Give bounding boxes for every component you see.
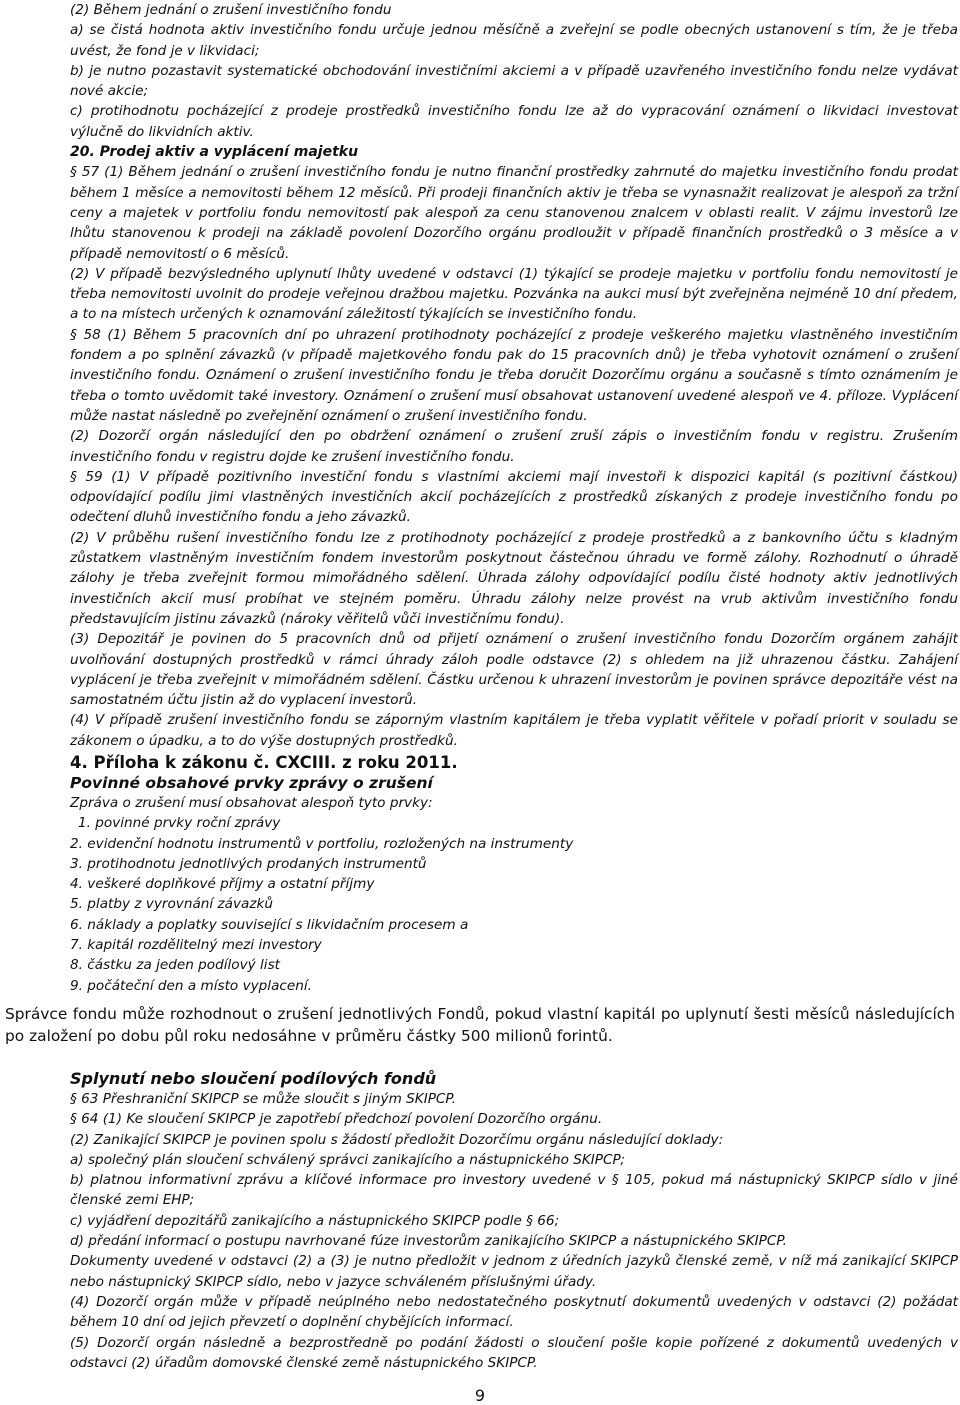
paragraph-57: § 57 (1) Během jednání o zrušení investičního fondu je nutno finanční prostředky zahrnuté do majetku investičního fondu prodat během 1 měsíce a nemovitosti během 12 měsíců. Při prodeji finančních aktiv je třeba se vynasnažit realizovat je alespoň za tržní ceny a majetek v portfoliu fondu nemovitostí pak alespoň za cenu stanovenou znalcem v oblasti realit. V zájmu investorů lze lhůtu stanovenou k prodeji na základě povolení Dozorčího orgánu prodloužit v případě finančních prostředků o 3 měsíce a v případě nemovitostí o 6 měsíců. [70,164,958,262]
list-item: 1. povinné prvky roční zprávy [78,815,281,832]
fund-cancellation-paragraph: Správce fondu může rozhodnout o zrušení jednotlivých Fondů, pokud vlastní kapitál po uplynutí šesti měsíců následujících po založení po dobu půl roku nedosáhne v průměru částky 500 milionů forintů. [5,1005,955,1045]
section-20-heading: 20. Prodej aktiv a vyplácení majetku [70,144,359,161]
merge-item-b: b) platnou informativní zprávu a klíčové informace pro investory uvedené v § 105, pokud má nástupnický SKIPCP sídlo v jiné členské zemi EHP; [70,1172,958,1209]
annex-subheading: Povinné obsahové prvky zprávy o zrušení [70,773,433,792]
list-item: 9. počáteční den a místo vyplacení. [70,977,312,994]
paragraph-64: § 64 (1) Ke sloučení SKIPCP je zapotřebí předchozí povolení Dozorčího orgánu. [70,1111,603,1128]
list-item: 2. evidenční hodnotu instrumentů v portfoliu, rozložených na instrumenty [70,835,574,852]
paragraph-59-4: (4) V případě zrušení investičního fondu se záporným vlastním kapitálem je třeba vyplatit věřitele v pořadí priorit v souladu se zákonem o úpadku, a to do výše dostupných prostředků. [70,712,958,749]
list-item: 8. částku za jeden podílový list [70,957,280,974]
item-a: a) se čistá hodnota aktiv investičního fondu určuje jednou měsíčně a zveřejní se podle obecných ustanovení s tím, že je třeba uvést, že fond je v likvidaci; [70,22,958,59]
list-item: 7. kapitál rozdělitelný mezi investory [70,937,322,954]
item-b: b) je nutno pozastavit systematické obchodování investičními akciemi a v případě uzavřeného investičního fondu nelze vydávat nové akcie; [70,62,958,100]
paragraph-59-3: (3) Depozitář je povinen do 5 pracovních dnů od přijetí oznámení o zrušení investičního fondu Dozorčím orgánem zahájit uvolňování dostupných prostředků v rámci úhrady záloh podle odstavce (2) s ohledem na již uhrazenou částku. Zahájení vyplácení je třeba zveřejnit v mimořádném sdělení. Částku určenou k uhrazení investorům je povinen správce depozitáře vést na samostatném účtu jistin až do vyplacení investorů. [70,631,958,709]
paragraph-4: (4) Dozorčí orgán může v případě neúplného nebo nedostatečného poskytnutí dokumentů uvedených v odstavci (2) požádat během 10 dní od jejich převzetí o doplnění chybějících informací. [70,1293,958,1331]
list-item: 6. náklady a poplatky související s likvidačním procesem a [70,916,469,933]
list-item: 4. veškeré doplňkové příjmy a ostatní příjmy [70,876,375,893]
paragraph-59-2: (2) V průběhu rušení investičního fondu lze z protihodnoty pocházející z prodeje prostředků a z bankovního účtu s kladným zůstatkem vlastněným investičním fondem investorům poskytnout částečnou úhradu ve formě zálohy. Rozhodnutí o úhradě zálohy je třeba zveřejnit formou mimořádného sdělení. Úhrada zálohy odpovídající podílu čisté hodnoty aktiv jednotlivých investičních akcií musí probíhat ve stejném poměru. Úhradu zálohy nelze provést na vrub aktivům investičního fondu představujícím jistinu závazků (nároky věřitelů vůči investičnímu fondu). [70,529,958,627]
paragraph-5: (5) Dozorčí orgán následně a bezprostředně po podání žádosti o sloučení pošle kopie pořízené z dokumentů uvedených v odstavci (2) úřadům domovské členské země nástupnického SKIPCP. [70,1334,958,1371]
paragraph-2-title: (2) Během jednání o zrušení investičního fondu [70,2,392,18]
merge-item-a: a) společný plán sloučení schválený správci zanikajícího a nástupnického SKIPCP; [70,1151,626,1168]
wide-paragraph-block [5,1003,955,1047]
item-c: c) protihodnotu pocházející z prodeje prostředků investičního fondu lze až do vypracování oznámení o likvidaci investovat výlučně do likvidních aktiv. [70,103,958,140]
list-item: 3. protihodnotu jednotlivých prodaných instrumentů [70,855,427,872]
page-number: 9 [474,1386,486,1405]
annex-heading: 4. Příloha k zákonu č. CXCIII. z roku 2011. [70,752,458,772]
list-item: 5. platby z vyrovnání závazků [70,896,273,913]
paragraph-57-2: (2) V případě bezvýsledného uplynutí lhůty uvedené v odstavci (1) týkající se prodeje majetku v portfoliu fondu nemovitostí je třeba nemovitosti uvolnit do prodeje veřejnou dražbou majetku. Pozvánka na aukci musí být zveřejněna nejméně 10 dní předem, a to na místech určených k oznamování záležitostí týkajících se investičního fondu. [70,265,958,323]
merge-item-c: c) vyjádření depozitářů zanikajícího a nástupnického SKIPCP podle § 66; [70,1212,560,1229]
annex-intro: Zpráva o zrušení musí obsahovat alespoň tyto prvky: [70,794,433,811]
lower-text-block [70,1056,958,1373]
paragraph-58-2: (2) Dozorčí orgán následující den po obdržení oznámení o zrušení zruší zápis o investičním fondu v registru. Zrušením investičního fondu v registru dojde ke zrušení investičního fondu. [70,428,958,465]
paragraph-63: § 63 Přeshraniční SKIPCP se může sloučit s jiným SKIPCP. [70,1091,457,1107]
paragraph-58: § 58 (1) Během 5 pracovních dní po uhrazení protihodnoty pocházející z prodeje veškerého majetku vlastněného investičním fondem a po splnění závazků (v případě majetkového fondu pak do 15 pracovních dnů) je třeba vyhotovit oznámení o zrušení investičního fondu. Oznámení o zrušení investičního fondu je třeba doručit Dozorčímu orgánu a současně s tímto oznámením je třeba o tomto uvědomit také investory. Oznámení o zrušení musí obsahovat ustanovení uvedené alespoň ve 4. příloze. Vyplácení může nastat následně po zveřejnění oznámení o zrušení investičního fondu. [70,326,958,424]
merge-section-title: Splynutí nebo sloučení podílových fondů [70,1069,437,1088]
merge-item-d: d) předání informací o postupu navrhované fúze investorům zanikajícího SKIPCP a nástupnického SKIPCP. [70,1233,787,1250]
documents-paragraph: Dokumenty uvedené v odstavci (2) a (3) je nutno předložit v jednom z úředních jazyků členské země, v níž má zanikající SKIPCP nebo nástupnický SKIPCP sídlo, nebo v jazyce schváleném příslušnými úřady. [70,1253,958,1290]
paragraph-64-2: (2) Zanikající SKIPCP je povinen spolu s žádostí předložit Dozorčímu orgánu následující doklady: [70,1131,724,1148]
paragraph-59: § 59 (1) V případě pozitivního investiční fondu s vlastními akciemi mají investoři k dispozici kapitál (s pozitivní částkou) odpovídající podílu jimi vlastněných investičních akcií pocházejících z prostředků získaných z prodeje investičního fondu po odečtení dluhů investičního fondu a jeho závazků. [70,468,958,526]
upper-text-block [70,0,958,996]
